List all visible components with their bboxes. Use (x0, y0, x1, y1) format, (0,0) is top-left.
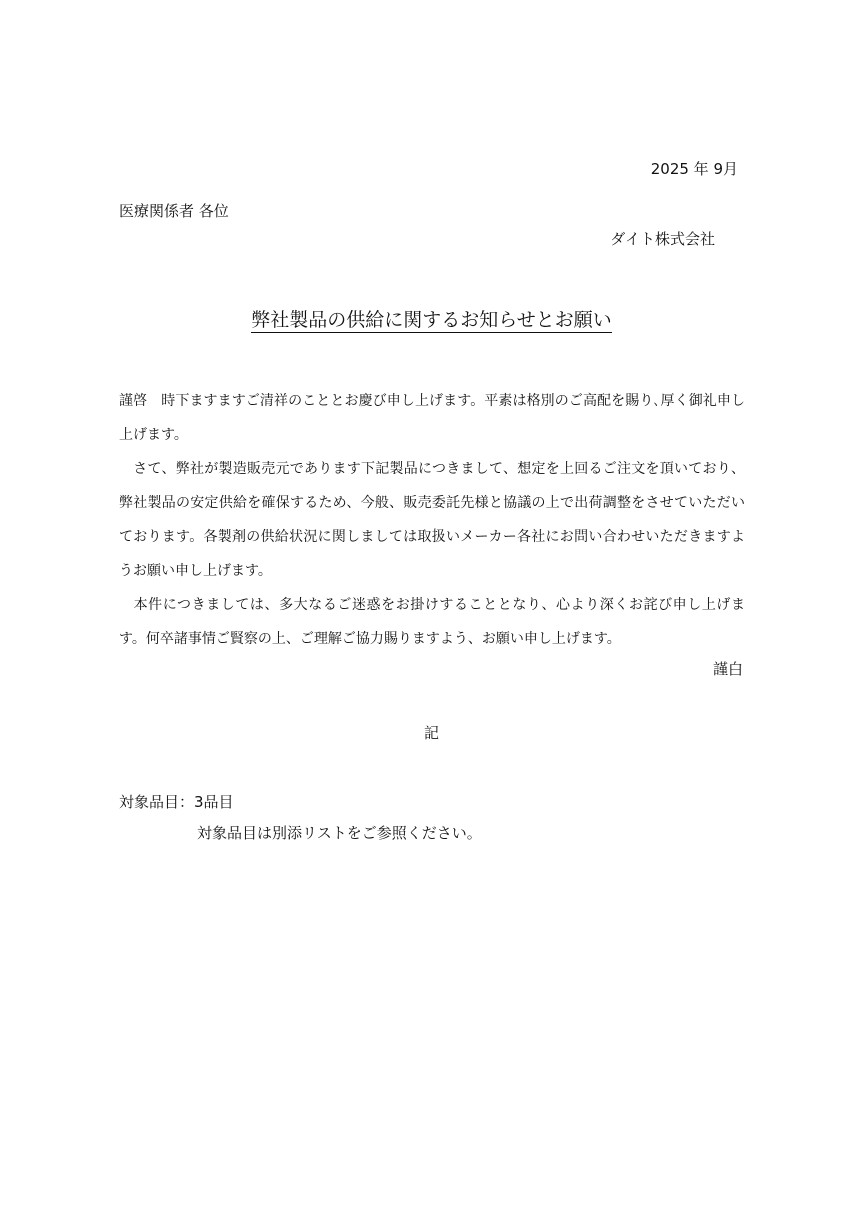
issue-date: 2025 年 9月 (650, 160, 738, 178)
recipient-line: 医療関係者 各位 (119, 202, 229, 220)
target-items-line: 対象品目：3品目 (119, 793, 234, 811)
letter-body (119, 384, 745, 656)
notice-paragraph: さて、弊社が製造販売元であります下記製品につきまして、想定を上回るご注文を頂いており、弊社製品の安定供給を確保するため、今般、販売委託先様と協議の上で出荷調整をさせていただいております。各製剤の供給状況に関しましては取扱いメーカー各社にお問い合わせいただきますようお願い申し上げます。 (119, 461, 745, 579)
apology-paragraph: 本件につきましては、多大なるご迷惑をお掛けすることとなり、心より深くお詫び申し上げます。何卒諸事情ご賢察の上、ご理解ご協力賜りますよう、お願い申し上げます。 (119, 597, 745, 647)
greeting-paragraph: 謹啓 時下ますますご清祥のこととお慶び申し上げます。平素は格別のご高配を賜り､厚く御礼申し上げます。 (119, 393, 745, 443)
sender-company: ダイト株式会社 (610, 230, 715, 248)
attachment-note: 対象品目は別添リストをご参照ください。 (197, 824, 482, 842)
closing-word: 謹白 (712, 660, 743, 678)
ki-heading: 記 (423, 724, 439, 742)
document-title (0, 305, 863, 332)
document-title-text: 弊社製品の供給に関するお知らせとお願い (251, 309, 612, 331)
